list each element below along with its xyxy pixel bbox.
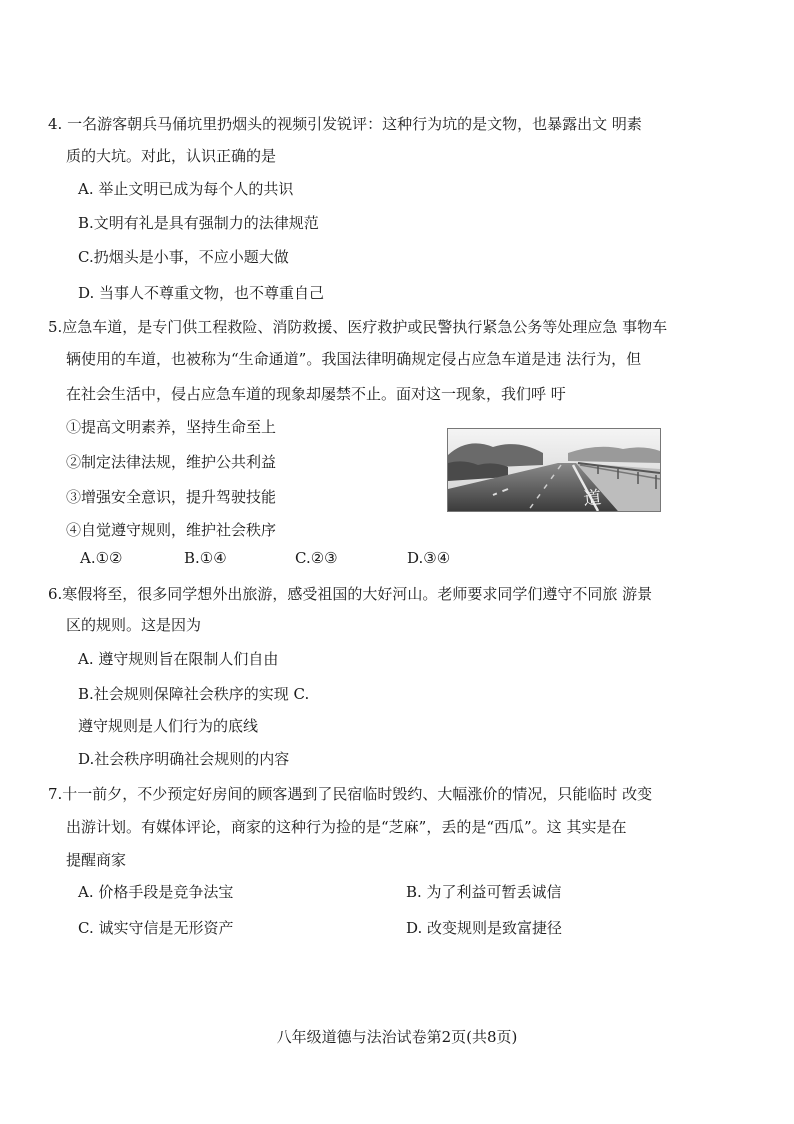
q4-stem-line2: 质的大坑。对此，认识正确的是: [66, 147, 277, 165]
page-footer: 八年级道德与法治试卷第2页(共8页): [276, 1028, 518, 1046]
q4-option-a: A. 举止文明已成为每个人的共识: [78, 180, 294, 198]
q5-choice-c: C.②③: [295, 549, 338, 567]
q5-choice-d: D.③④: [407, 549, 451, 567]
q5-item-4: ④自觉遵守规则，维护社会秩序: [66, 521, 277, 539]
q5-stem-line2: 辆使用的车道，也被称为“生命通道”。我国法律明确规定侵占应急车道是违 法行为，但: [66, 350, 642, 368]
q6-option-b: B.社会规则保障社会秩序的实现 C.: [78, 685, 310, 703]
q6-option-d: D.社会秩序明确社会规则的内容: [78, 750, 290, 768]
q6-option-a: A. 遵守规则旨在限制人们自由: [78, 650, 279, 668]
q4-option-c: C.扔烟头是小事，不应小题大做: [78, 248, 289, 266]
q4-stem-line1: 4. 一名游客朝兵马俑坑里扔烟头的视频引发锐评：这种行为坑的是文物，也暴露出文 明素: [48, 115, 642, 133]
emergency-lane-marking: 道: [582, 487, 603, 510]
q5-item-1: ①提高文明素养，坚持生命至上: [66, 418, 277, 436]
q7-option-b: B. 为了利益可暂丢诚信: [406, 883, 562, 901]
q5-item-2: ②制定法律法规，维护公共利益: [66, 453, 277, 471]
q5-choice-b: B.①④: [184, 549, 227, 567]
q5-stem-line1: 5.应急车道，是专门供工程救险、消防救援、医疗救护或民警执行紧急公务等处理应急 事物车: [48, 318, 668, 336]
emergency-lane-photo: [447, 428, 661, 512]
q4-option-b: B.文明有礼是具有强制力的法律规范: [78, 214, 319, 232]
q5-choice-a: A.①②: [80, 549, 123, 567]
q6-stem-line1: 6.寒假将至，很多同学想外出旅游，感受祖国的大好河山。老师要求同学们遵守不同旅 游景: [48, 585, 653, 603]
q7-option-d: D. 改变规则是致富捷径: [406, 919, 563, 937]
q7-stem-line2: 出游计划。有媒体评论，商家的这种行为捡的是“芝麻”，丢的是“西瓜”。这 其实是在: [66, 818, 627, 836]
q4-option-d: D. 当事人不尊重文物，也不尊重自己: [78, 284, 325, 302]
q6-stem-line2: 区的规则。这是因为: [66, 616, 202, 634]
q5-item-3: ③增强安全意识，提升驾驶技能: [66, 488, 277, 506]
q7-option-a: A. 价格手段是竞争法宝: [78, 883, 234, 901]
q7-stem-line3: 提醒商家: [66, 851, 127, 869]
q7-stem-line1: 7.十一前夕，不少预定好房间的顾客遇到了民宿临时毁约、大幅涨价的情况，只能临时 改变: [48, 785, 653, 803]
q5-stem-line3: 在社会生活中，侵占应急车道的现象却屡禁不止。面对这一现象，我们呼 吁: [66, 385, 566, 403]
q7-option-c: C. 诚实守信是无形资产: [78, 919, 234, 937]
q6-option-c: 遵守规则是人们行为的底线: [78, 717, 259, 735]
